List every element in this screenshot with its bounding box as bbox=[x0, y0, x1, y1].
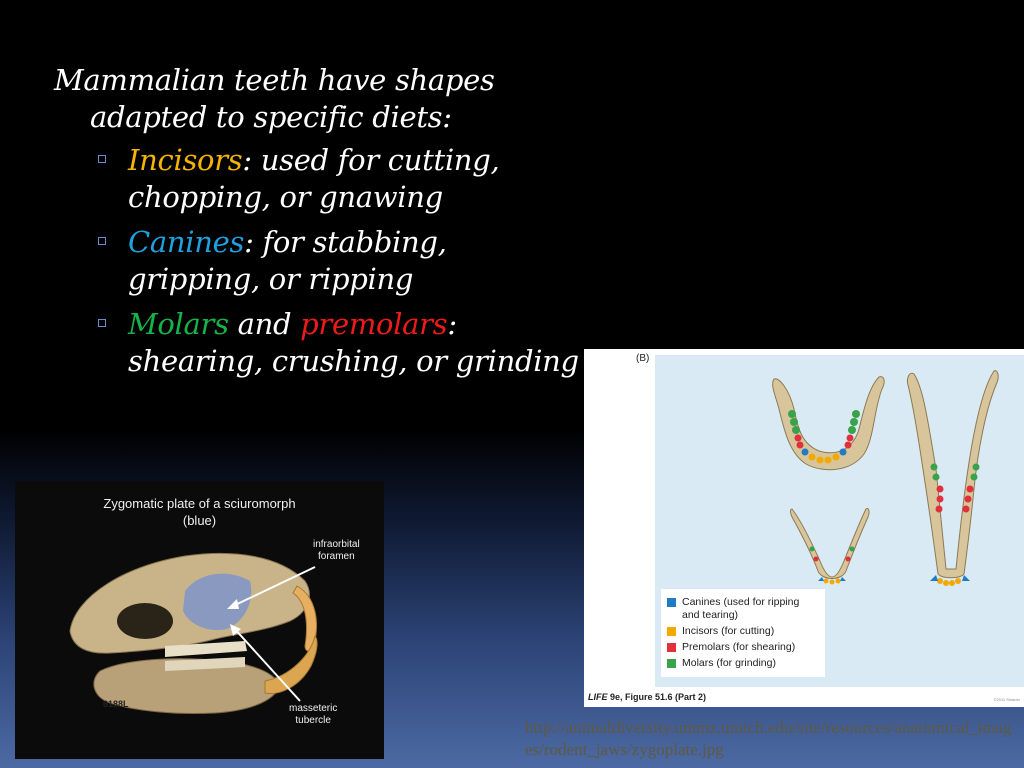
teeth-bullet-list bbox=[54, 142, 594, 380]
legend-row-canines bbox=[667, 596, 819, 622]
term-premolars: premolars bbox=[300, 307, 448, 341]
legend-row-incisors bbox=[667, 625, 819, 638]
bullet-canines bbox=[98, 224, 594, 298]
figure-copyright: ©2011 Sinauer bbox=[993, 697, 1020, 702]
legend-swatch-canines bbox=[667, 598, 676, 607]
source-url-link[interactable]: http://animaldiversity.ummz.umich.edu/site/resources/anatomical_images/rodent_jaws/zygoplate.jpg bbox=[525, 718, 1012, 759]
eye-socket bbox=[117, 603, 173, 639]
intro-text bbox=[54, 62, 594, 136]
bullet-molars-premolars bbox=[98, 306, 594, 380]
jaw-v-small bbox=[791, 509, 870, 579]
label-masseteric-line-2: tubercle bbox=[295, 715, 331, 726]
legend-label-premolars: Premolars (for shearing) bbox=[682, 641, 796, 653]
legend-label-canines: Canines (used for ripping and tearing) bbox=[682, 596, 800, 621]
figure-caption-book: LIFE bbox=[588, 692, 608, 702]
bullet-incisors-text-2: chopping, or gnawing bbox=[128, 180, 443, 214]
panel-label: (B) bbox=[636, 353, 650, 364]
bullet-incisors bbox=[98, 142, 594, 216]
rodent-skull-photo bbox=[15, 481, 384, 759]
legend-row-premolars bbox=[667, 641, 819, 654]
figure-caption bbox=[588, 692, 706, 702]
figure-caption-rest: 9e, Figure 51.6 (Part 2) bbox=[610, 692, 707, 702]
intro-line-1: Mammalian teeth have shapes bbox=[54, 63, 495, 97]
bullet-incisors-text: : used for cutting, bbox=[242, 143, 500, 177]
square-bullet-icon bbox=[98, 319, 106, 327]
dental-diagram-figure bbox=[584, 349, 1024, 707]
legend-swatch-premolars bbox=[667, 643, 676, 652]
legend-label-molars: Molars (for grinding) bbox=[682, 657, 776, 669]
square-bullet-icon bbox=[98, 155, 106, 163]
teeth-legend bbox=[661, 589, 825, 677]
jaw-u-shape bbox=[773, 377, 884, 470]
label-masseteric-line-1: masseteric bbox=[289, 703, 338, 714]
bullet-molars-colon: : bbox=[447, 307, 457, 341]
square-bullet-icon bbox=[98, 237, 106, 245]
label-infraorbital-line-2: foramen bbox=[318, 551, 355, 562]
skull-caption-line-2: (blue) bbox=[182, 513, 217, 528]
term-canines: Canines bbox=[128, 225, 245, 259]
jaw-v-tall bbox=[907, 371, 998, 578]
bullet-canines-text: : for stabbing, bbox=[244, 225, 447, 259]
legend-label-incisors: Incisors (for cutting) bbox=[682, 625, 775, 637]
term-incisors: Incisors bbox=[128, 143, 243, 177]
term-molars: Molars bbox=[128, 307, 229, 341]
label-infraorbital-foramen bbox=[313, 539, 360, 563]
label-masseteric-tubercle bbox=[289, 703, 337, 727]
specimen-tag: 6188L bbox=[103, 699, 129, 709]
skull-caption-line-1: Zygomatic plate of a sciuromorph bbox=[103, 496, 296, 511]
bullet-molars-text-2: shearing, crushing, or grinding bbox=[128, 344, 579, 378]
intro-line-2: adapted to specific diets: bbox=[90, 100, 452, 134]
label-infraorbital-line-1: infraorbital bbox=[313, 539, 360, 550]
bullet-canines-text-2: gripping, or ripping bbox=[128, 262, 414, 296]
slide-text-body bbox=[54, 62, 594, 388]
legend-swatch-molars bbox=[667, 659, 676, 668]
legend-swatch-incisors bbox=[667, 627, 676, 636]
bullet-molars-and: and bbox=[237, 307, 292, 341]
legend-row-molars bbox=[667, 657, 819, 670]
